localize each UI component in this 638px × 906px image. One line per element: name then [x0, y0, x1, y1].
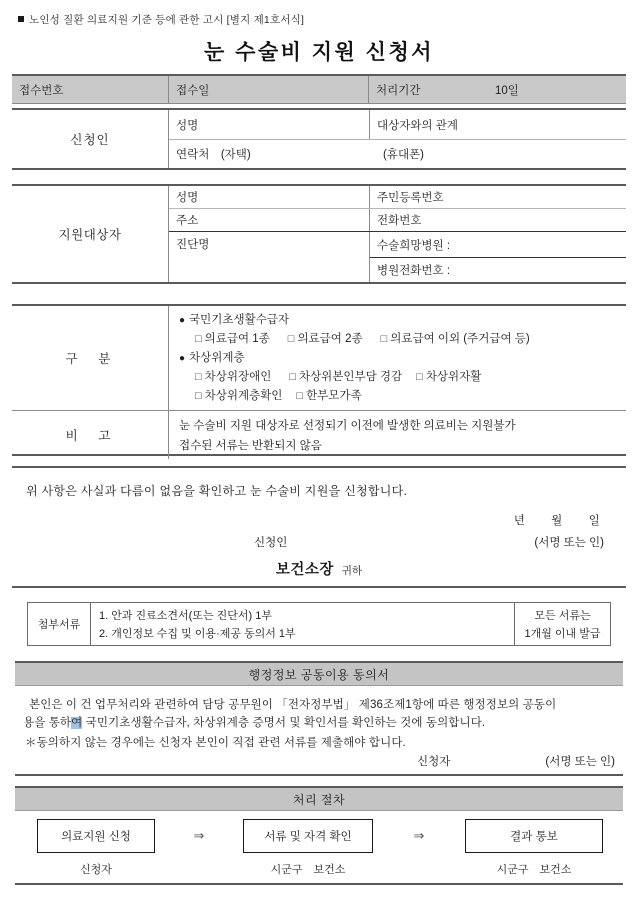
process-flow-body: [15, 811, 623, 885]
remarks-row: [12, 410, 626, 459]
list-item: 2. 개인정보 수집 및 이용·제공 동의서 1부: [99, 628, 296, 640]
group1-option-0[interactable]: 의료급여 1종: [204, 332, 270, 345]
declaration-signature-label: (서명 또는 인): [534, 537, 604, 549]
filled-bullet-icon: ●: [179, 314, 186, 326]
classification-group-1: [179, 312, 626, 329]
table-row: [169, 208, 626, 231]
month-label: 월: [551, 515, 563, 527]
declaration-date-line: [514, 512, 600, 528]
table-row: [169, 186, 626, 208]
process-step-2-caption: 시군구 보건소: [270, 864, 346, 876]
receipt-date-label: 접수일: [168, 76, 368, 104]
remarks-line-2: 접수된 서류는 반환되지 않음: [179, 440, 322, 452]
document-reference: [18, 12, 304, 27]
target-address-label: 주소: [176, 215, 199, 228]
consent-line-2: [23, 714, 485, 730]
attachments-section-label: 첨부서류: [37, 619, 81, 631]
consent-line-2-part-a: 용을 통하: [23, 717, 72, 729]
consent-body: [15, 690, 623, 776]
attachments-list: [90, 603, 514, 645]
checkbox-icon[interactable]: □: [380, 332, 388, 345]
classification-group-2: [179, 350, 626, 367]
table-row: [169, 110, 626, 139]
table-row: [12, 110, 626, 168]
recipient-honorific: 귀하: [341, 565, 363, 577]
square-bullet-icon: [18, 16, 24, 22]
process-step-1-caption: 신청자: [80, 864, 112, 876]
group1-label: 국민기초생활수급자: [189, 313, 290, 326]
group1-option-1[interactable]: 의료급여 2종: [297, 332, 363, 345]
checkbox-icon[interactable]: □: [287, 332, 295, 345]
page-title: 눈 수술비 지원 신청서: [203, 41, 435, 64]
applicant-table: [12, 108, 626, 170]
applicant-mobile-label: (휴대폰): [383, 149, 424, 161]
attachments-table: [27, 602, 611, 646]
consent-section-header: 행정정보 공동이용 동의서: [15, 661, 623, 686]
classification-options: [168, 306, 626, 410]
checkbox-icon[interactable]: □: [416, 370, 423, 383]
target-person-table: [12, 184, 626, 284]
declaration-recipient: [12, 558, 626, 579]
year-label: 년: [513, 515, 526, 527]
group2-option-1[interactable]: 차상위본인부담 경감: [298, 370, 403, 383]
target-section-label: 지원대상자: [58, 228, 122, 242]
applicant-section-label: 신청인: [70, 133, 110, 147]
target-fields: [168, 186, 626, 282]
document-reference-text: 노인성 질환 의료지원 기준 등에 관한 고시 [별지 제1호서식]: [29, 14, 305, 26]
attachments-note-line-2: 1개월 이내 발급: [524, 628, 601, 640]
target-hospital-fields: [369, 232, 626, 282]
consent-line-1: 본인은 이 건 업무처리와 관련하여 담당 공무원이 「전자정부법」 제36조제1항에 따른 행정정보의 공동이: [29, 699, 557, 711]
checkbox-icon[interactable]: □: [289, 370, 296, 383]
applicant-name-label: 성명: [176, 119, 199, 132]
consent-line-3: ＊동의하지 않는 경우에는 신청자 본인이 직접 관련 서류를 제출해야 합니다.: [25, 737, 406, 749]
process-step-1-box: 의료지원 신청: [37, 819, 155, 853]
group2-option-0[interactable]: 차상위장애인: [204, 370, 272, 383]
list-item: 1. 안과 진료소견서(또는 진단서) 1부: [99, 610, 272, 622]
declaration-block: [12, 466, 626, 588]
checkbox-icon[interactable]: □: [195, 332, 202, 345]
classification-section-label: 구 분: [65, 352, 115, 366]
process-flow-row: [37, 819, 603, 853]
target-hospital-label: 수술희망병원 :: [377, 239, 451, 252]
remarks-section-label: 비 고: [65, 429, 115, 443]
process-flow-captions: [37, 861, 603, 877]
group1-checkbox-row: [179, 331, 626, 348]
day-label: 일: [588, 515, 600, 527]
group2-checkbox-row-2: [179, 388, 626, 405]
group2-option-2[interactable]: 차상위자활: [425, 370, 482, 383]
attachments-note: [514, 603, 610, 645]
receipt-number-label: 접수번호: [19, 85, 64, 97]
checkbox-icon[interactable]: □: [296, 389, 304, 402]
applicant-fields: [168, 110, 626, 168]
consent-signer-label: 신청자: [417, 756, 451, 768]
classification-table: [12, 304, 626, 456]
target-hospital-phone-label: 병원전화번호 :: [370, 257, 626, 282]
process-step-3-box: 결과 통보: [465, 819, 603, 853]
table-row: [12, 186, 626, 282]
declaration-statement: 위 사항은 사실과 다름이 없음을 확인하고 눈 수술비 지원을 신청합니다.: [26, 484, 408, 498]
arrow-right-icon: ⇒: [413, 828, 425, 843]
target-name-label: 성명: [176, 192, 199, 205]
process-step-3-caption: 시군구 보건소: [496, 864, 572, 876]
group1-option-2[interactable]: 의료급여 이외 (주거급여 등): [390, 332, 530, 345]
table-row: [169, 231, 626, 282]
consent-text-selection: 여: [71, 717, 83, 729]
target-phone-label: 전화번호: [369, 209, 626, 231]
group2-option-4[interactable]: 한부모가족: [306, 389, 362, 402]
process-step-2-box: 서류 및 자격 확인: [243, 819, 373, 853]
process-section-header: 처리 절차: [15, 786, 623, 811]
filled-bullet-icon: ●: [179, 352, 186, 364]
consent-line-2-part-b: 국민기초생활수급자, 차상위계층 증명서 및 확인서를 확인하는 것에 동의합니다.: [82, 717, 486, 729]
applicant-relation-label: 대상자와의 관계: [369, 110, 626, 139]
remarks-line-1: 눈 수술비 지원 대상자로 선정되기 이전에 발생한 의료비는 지원불가: [179, 420, 516, 432]
recipient-title: 보건소장: [275, 562, 334, 578]
checkbox-icon[interactable]: □: [195, 389, 202, 402]
target-diagnosis-label: 진단명: [176, 239, 210, 251]
applicant-contact-label: 연락처 (자택): [176, 149, 251, 161]
receipt-header-table: [12, 74, 626, 104]
group2-checkbox-row-1: [179, 369, 626, 386]
attachments-note-line-1: 모든 서류는: [534, 610, 591, 622]
target-rrn-label: 주민등록번호: [369, 186, 626, 208]
remarks-content: [168, 411, 626, 459]
table-row: [12, 306, 626, 410]
declaration-applicant-label: 신청인: [254, 537, 288, 549]
processing-period-value: 10일: [495, 85, 519, 97]
processing-period-label: 처리기간: [368, 76, 488, 104]
group2-label: 차상위계층: [189, 351, 245, 364]
group2-option-3[interactable]: 차상위계층확인: [204, 389, 283, 402]
consent-signature-label: (서명 또는 인): [545, 756, 615, 768]
table-row: [12, 76, 626, 104]
table-row: [169, 139, 626, 168]
checkbox-icon[interactable]: □: [195, 370, 202, 383]
arrow-right-icon: ⇒: [193, 828, 205, 843]
